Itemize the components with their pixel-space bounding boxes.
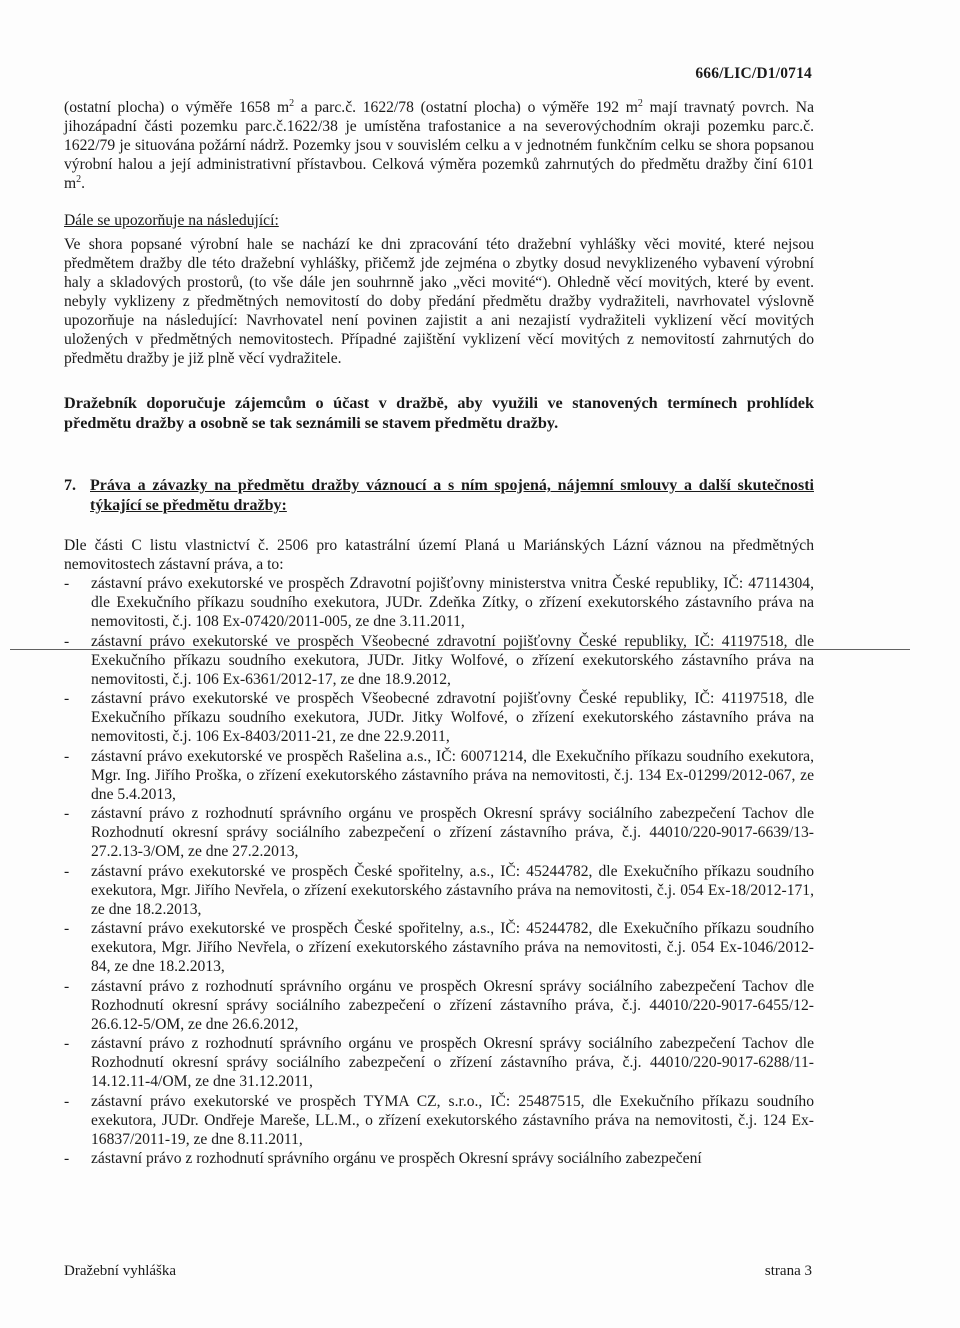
- list-item: - zástavní právo exekutorské ve prospěch TYMA CZ, s.r.o., IČ: 25487515, dle Exekučního příkazu soudního exekutora, JUDr. Ondřeje Mareše, LL.M., o zřízení exekutorského zástavního práva na nemovitosti, č.j. 124 Ex-16837/2011-19, ze dne 8.11.2011,: [64, 1092, 814, 1148]
- notice-heading: Dále se upozorňuje na následující:: [64, 212, 279, 229]
- list-item: - zástavní právo z rozhodnutí správního orgánu ve prospěch Okresní správy sociálního zabezpečení Tachov dle Rozhodnutí okresní správy sociálního zabezpečení o zřízení zástavního práva, č.j. 44010/220-9017-6455/12-26.6.12-5/OM, ze dne 26.6.2012,: [64, 977, 814, 1033]
- list-item: - zástavní právo z rozhodnutí správního orgánu ve prospěch Okresní správy sociálního zabezpečení Tachov dle Rozhodnutí okresní správy sociálního zabezpečení o zřízení zástavního práva, č.j. 44010/220-9017-6639/13-27.2.13-3/OM, ze dne 27.2.2013,: [64, 805, 814, 860]
- list-item: - zástavní právo exekutorské ve prospěch České spořitelny, a.s., IČ: 45244782, dle Exekučního příkazu soudního exekutora, Mgr. Jiřího Nevřela, o zřízení exekutorského zástavního práva na nemovitosti, č.j. 054 Ex-18/2012-171, ze dne 18.2.2013,: [64, 862, 814, 918]
- list-item: - zástavní právo z rozhodnutí správního orgánu ve prospěch Okresní správy sociálního zabezpečení Tachov dle Rozhodnutí okresní správy sociálního zabezpečení o zřízení zástavního práva, č.j. 44010/220-9017-6288/11-14.12.11-4/OM, ze dne 31.12.2011,: [64, 1035, 814, 1090]
- section-number: 7.: [64, 477, 76, 494]
- list-item: - zástavní právo z rozhodnutí správního orgánu ve prospěch Okresní správy sociálního zabezpečení: [64, 1150, 702, 1167]
- inspection-recommendation: Dražebník doporučuje zájemcům o účast v dražbě, aby využili ve stanovených termínech prohlídek předmětu dražby a osobně se tak seznámili se stavem předmětu dražby.: [64, 394, 814, 432]
- footer-title: Dražební vyhláška: [64, 1263, 177, 1279]
- section-7-heading: [64, 476, 814, 516]
- document-reference: 666/LIC/D1/0714: [695, 65, 812, 82]
- movable-items-paragraph: Ve shora popsané výrobní hale se nachází ke dni zpracování této dražební vyhlášky věci movité, které nejsou předmětem dražby dle této dražební vyhlášky, přičemž jde zejména o zbytky dosud nevyklizeného vybavení výrobní haly a skladových prostorů, (to vše dále jen souhrnně jako „věci movité“). Ohledně věcí movitých, které by event. nebyly vyklizeny z předmětných nemovitostí do doby předání předmětu dražby vydražiteli, navrhovatel výslovně upozorňuje na následující: Navrhovatel není povinen zajistit a ani nezajistí vydražiteli vyklizení věcí movitých uložených v předmětných nemovitostech. Případné zajištění vyklizení věcí movitých z nemovitostí zahrnutých do předmětu dražby je již plně věcí vydražitele.: [64, 236, 814, 367]
- list-item: - zástavní právo exekutorské ve prospěch Zdravotní pojišťovny ministerstva vnitra České republiky, IČ: 47114304, dle Exekučního příkazu soudního exekutora, JUDr. Zdeňka Zítky, o zřízení exekutorského zástavního práva na nemovitosti, č.j. 108 Ex-07420/2011-005, ze dne 3.11.2011,: [64, 575, 814, 630]
- page-number: strana 3: [764, 1263, 812, 1279]
- property-description-paragraph: (ostatní plocha) o výměře 1658 $m^2$ a parc.č. 1622/78 (ostatní plocha) o výměře 192 $m^2$ mají travnatý povrch. Na jihozápadní části pozemku parc.č.1622/38 je umístěna trafostanice a na severovýchodním okraji pozemku parc.č. 1622/79 je situována požární nádrž. Pozemky jsou v souvislém celku a v jednotném funkčním celku se shora popsanou výrobní halou a její administrativní přístavbou. Celková výměra pozemků zahrnutých do předmětu dražby činí 6101 $m^2$.: [64, 97, 814, 192]
- list-item: - zástavní právo exekutorské ve prospěch Rašelina a.s., IČ: 60071214, dle Exekučního příkazu soudního exekutora, Mgr. Ing. Jiřího Proška, o zřízení exekutorského zástavního práva na nemovitosti, č.j. 134 Ex-01299/2012-067, ze dne 5.4.2013,: [64, 747, 814, 803]
- section-title: Práva a závazky na předmětu dražby váznoucí a s ním spojená, nájemní smlouvy a další skutečnosti týkající se předmětu dražby:: [90, 477, 814, 514]
- list-item: - zástavní právo exekutorské ve prospěch České spořitelny, a.s., IČ: 45244782, dle Exekučního příkazu soudního exekutora, Mgr. Jiřího Nevřela, o zřízení exekutorského zástavního práva na nemovitosti, č.j. 054 Ex-1046/2012-84, ze dne 18.2.2013,: [64, 920, 814, 975]
- document-body: [64, 98, 814, 1169]
- scan-strike-line: [10, 649, 910, 650]
- liens-list: [64, 574, 814, 1168]
- list-item: - zástavní právo exekutorské ve prospěch Všeobecné zdravotní pojišťovny České republiky, IČ: 41197518, dle Exekučního příkazu soudního exekutora, JUDr. Jitky Wolfové, o zřízení exekutorského zástavního práva na nemovitosti, č.j. 106 Ex-8403/2011-21, ze dne 22.9.2011,: [64, 690, 814, 745]
- list-item: - zástavní právo exekutorské ve prospěch Všeobecné zdravotní pojišťovny České republiky, IČ: 41197518, dle Exekučního příkazu soudního exekutora, JUDr. Jitky Wolfové, o zřízení exekutorského zástavního práva na nemovitosti, č.j. 106 Ex-6361/2012-17, ze dne 18.9.2012,: [64, 632, 814, 688]
- section-7-intro: Dle části C listu vlastnictví č. 2506 pro katastrální území Planá u Mariánských Lázní váznou na předmětných nemovitostech zástavní práva, a to:: [64, 537, 814, 573]
